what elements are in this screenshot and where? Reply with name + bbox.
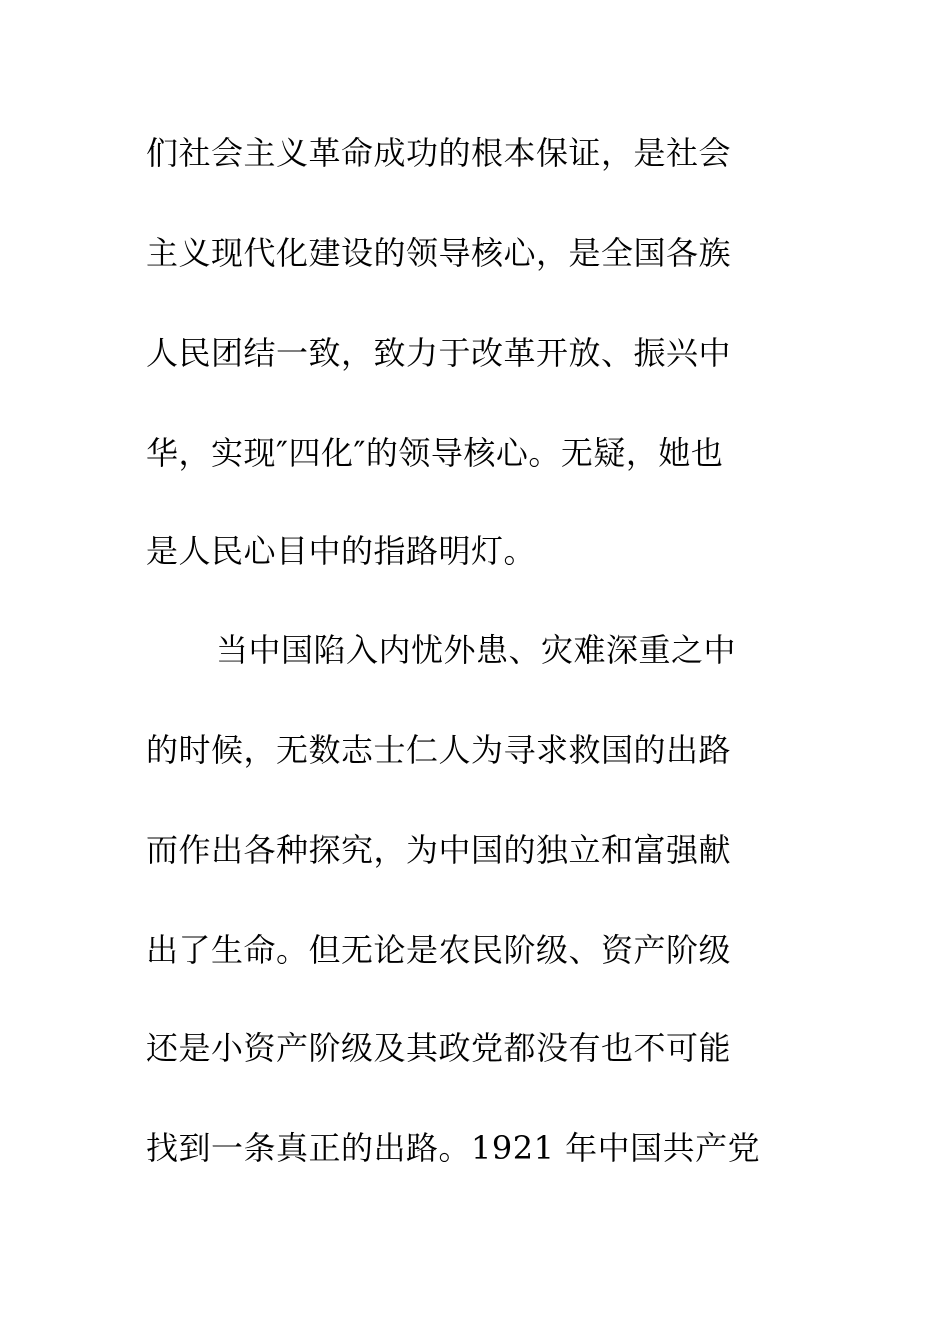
- text-line: 华，实现″四化″的领导核心。无疑，她也: [146, 434, 724, 472]
- text-line: 找到一条真正的出路。1921 年中国共产党: [146, 1129, 761, 1167]
- text-line: 是人民心目中的指路明灯。: [146, 532, 537, 570]
- text-line: 主义现代化建设的领导核心，是全国各族: [146, 234, 732, 272]
- text-line: 的时候，无数志士仁人为寻求救国的出路: [146, 731, 732, 769]
- text-line: 人民团结一致，致力于改革开放、振兴中: [146, 334, 732, 372]
- text-line: 而作出各种探究，为中国的独立和富强献: [146, 831, 732, 869]
- paragraph-first-line: 当中国陷入内忧外患、灾难深重之中: [216, 631, 737, 669]
- text-line: 出了生命。但无论是农民阶级、资产阶级: [146, 931, 732, 969]
- text-line: 们社会主义革命成功的根本保证，是社会: [146, 134, 732, 172]
- text-line: 还是小资产阶级及其政党都没有也不可能: [146, 1029, 732, 1067]
